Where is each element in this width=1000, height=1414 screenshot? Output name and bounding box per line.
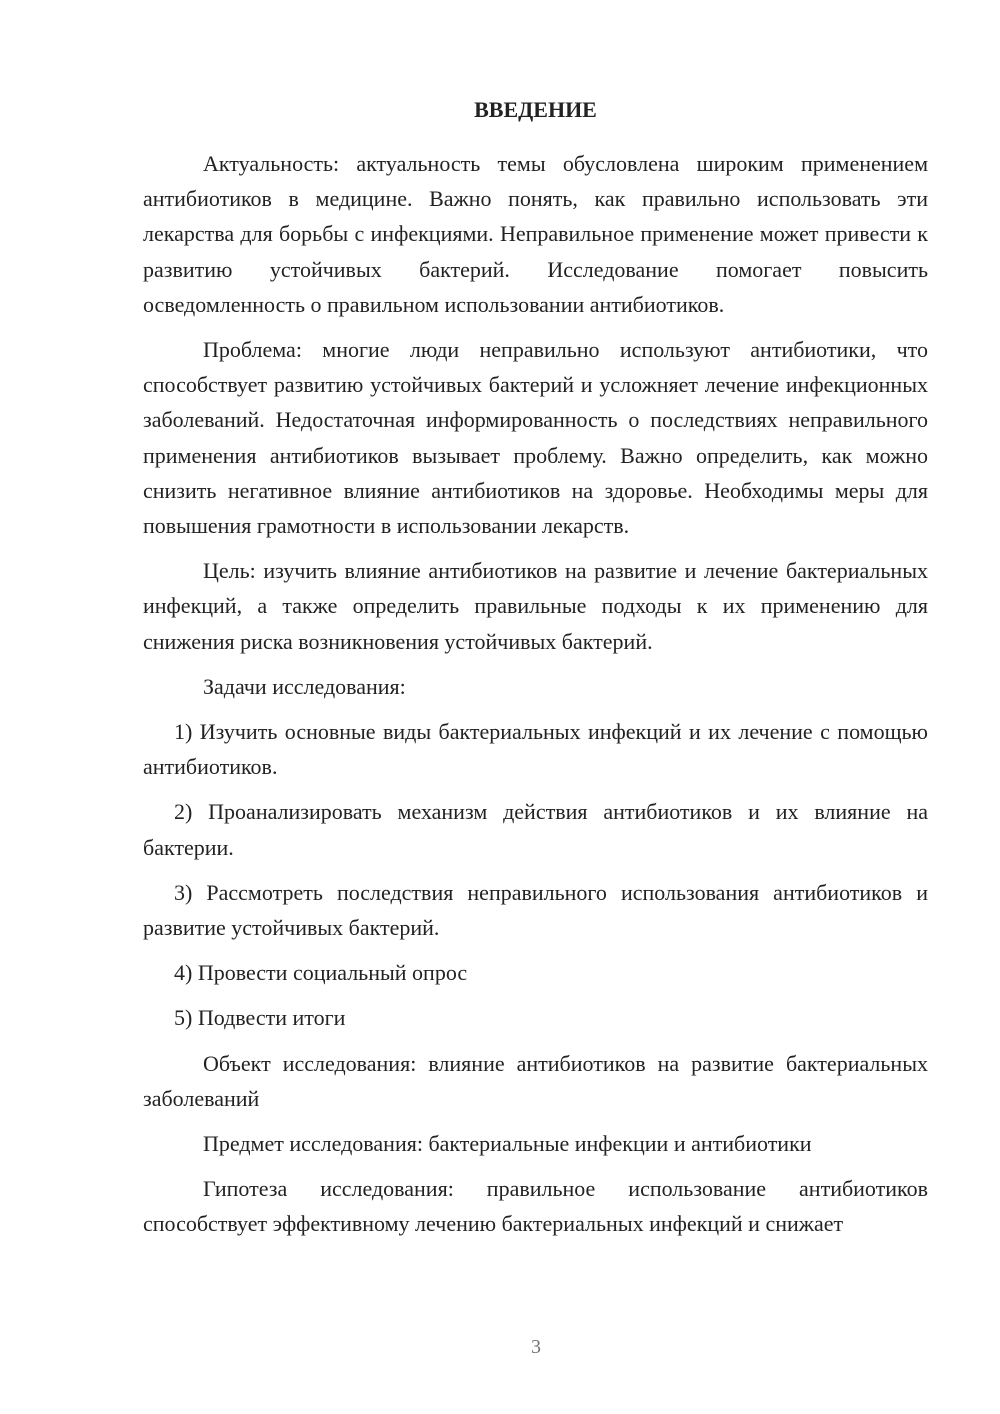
object-paragraph: Объект исследования: влияние антибиотиков на развитие бактериальных заболеваний — [143, 1050, 928, 1111]
problem-paragraph: Проблема: многие люди неправильно используют антибиотики, что способствует развитию устойчивых бактерий и усложняет лечение инфекционных заболеваний. Недостаточная информированность о последствиях неправильного применения антибиотиков вызывает проблему. Важно определить, как можно снизить негативное влияние антибиотиков на здоровье. Необходимы меры для повышения грамотности в использовании лекарств. — [143, 337, 928, 539]
list-item: 3) Рассмотреть последствия неправильного использования антибиотиков и развитие устойчивых бактерий. — [143, 879, 928, 941]
tasks-list — [143, 714, 928, 1036]
tasks-intro: Задачи исследования: — [203, 673, 406, 699]
page-title: ВВЕДЕНИЕ — [474, 97, 597, 122]
goal-paragraph: Цель: изучить влияние антибиотиков на развитие и лечение бактериальных инфекций, а также определить правильные подходы к их применению для снижения риска возникновения устойчивых бактерий. — [143, 558, 928, 654]
list-item: 2) Проанализировать механизм действия антибиотиков и их влияние на бактерии. — [143, 799, 928, 860]
page-number: 3 — [531, 1336, 541, 1358]
list-item: 1) Изучить основные виды бактериальных инфекций и их лечение с помощью антибиотиков. — [143, 719, 928, 780]
hypothesis-paragraph: Гипотеза исследования: правильное использование антибиотиков способствует эффективному лечению бактериальных инфекций и снижает — [143, 1176, 928, 1237]
list-item: 4) Провести социальный опрос — [174, 960, 468, 986]
subject-paragraph: Предмет исследования: бактериальные инфекции и антибиотики — [203, 1131, 812, 1157]
document-page — [143, 94, 928, 1252]
list-item: 5) Подвести итоги — [174, 1005, 346, 1031]
relevance-paragraph: Актуальность: актуальность темы обусловлена широким применением антибиотиков в медицине. Важно понять, как правильно использовать эти лекарства для борьбы с инфекциями. Неправильное применение может привести к развитию устойчивых бактерий. Исследование помогает повысить осведомленность о правильном использовании антибиотиков. — [143, 151, 928, 317]
